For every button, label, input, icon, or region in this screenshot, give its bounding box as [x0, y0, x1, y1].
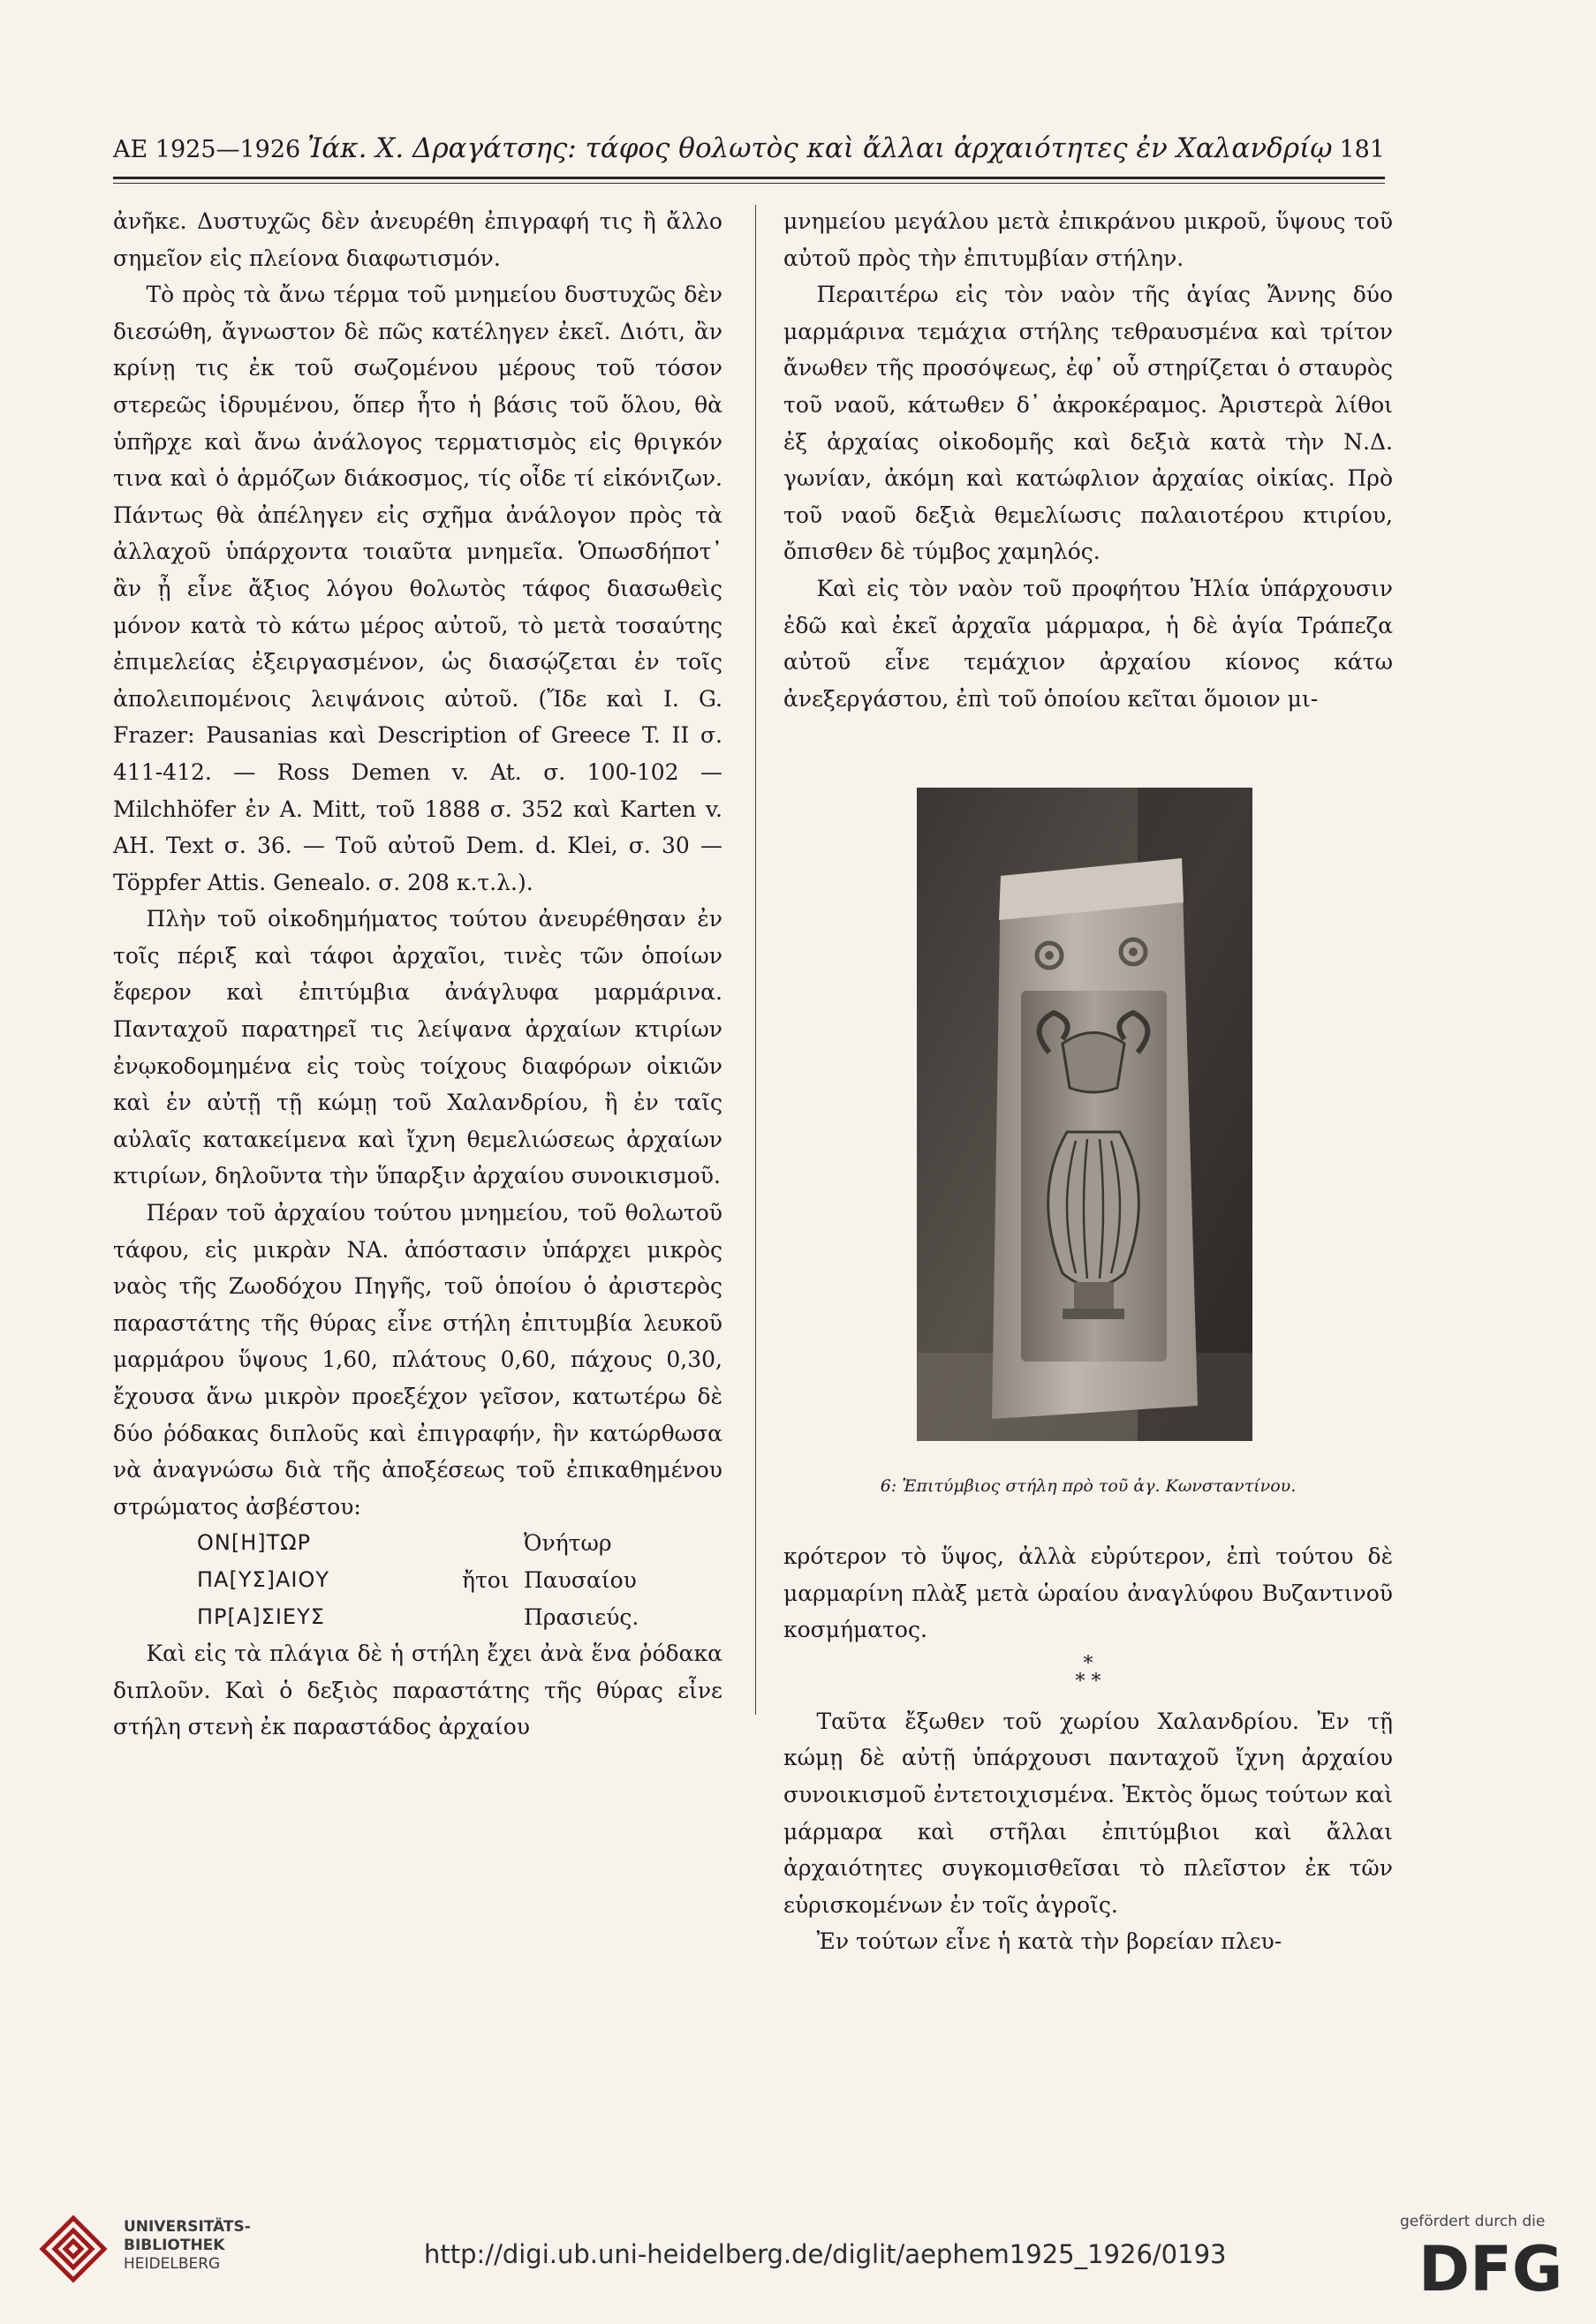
paragraph: Καὶ εἰς τὰ πλάγια δὲ ἡ στήλη ἔχει ἀνὰ ἕνα ῥόδακα διπλοῦν. Καὶ ὁ δεξιὸς παραστάτης τῆς θύρας εἶνε στήλη στενὴ ἐκ παραστάδος ἀρχαίου	[113, 1641, 722, 1740]
inscription-line	[197, 1525, 722, 1562]
paragraph: Καὶ εἰς τὸν ναὸν τοῦ προφήτου Ἠλία ὑπάρχουσιν ἐδῶ καὶ ἐκεῖ ἀρχαῖα μάρμαρα, ἡ δὲ ἁγία Τράπεζα αὐτοῦ εἶνε τεμάχιον ἀρχαίου κίονος κάτω ἀνεξεργάστου, ἐπὶ τοῦ ὁποίου κεῖται ὅμοιον μι-	[783, 575, 1393, 712]
paragraph: κρότερον τὸ ὕψος, ἀλλὰ εὐρύτερον, ἐπὶ τούτου δὲ μαρμαρίνη πλὰξ μετὰ ὡραίου ἀναγλύφου Βυζαντινοῦ κοσμήματος.	[783, 1543, 1393, 1643]
digitization-footer	[0, 2193, 1596, 2324]
running-title: Ἰάκ. Χ. Δραγάτσης: τάφος θολωτὸς καὶ ἄλλαι ἀρχαιότητες ἐν Χαλανδρίῳ	[307, 132, 1333, 164]
right-column-continued	[783, 1538, 1393, 1960]
inscription-connector	[462, 1599, 524, 1636]
asterism	[783, 1652, 1393, 1693]
bibliographic-references: (Ἴδε καὶ I. G. Frazer: Pausanias καὶ Description of Greece T. II σ. 411-412. — Ross Demen v. At. σ. 100-102 — Milchhöfer ἐν A. Mitt, τοῦ 1888 σ. 352 καὶ Karten v. AH. Text σ. 36. — Τοῦ αὐτοῦ Dem. d. Klei, σ. 30 — Töppfer Attis. Genealo. σ. 208 κ.τ.λ.).	[113, 685, 722, 895]
paragraph	[113, 276, 722, 901]
figure-caption: 6: Ἐπιτύμβιος στήλη πρὸ τοῦ ἁγ. Κωνσταντίνου.	[880, 1476, 1297, 1496]
page-number: 181	[1339, 136, 1385, 163]
left-column	[113, 203, 722, 1746]
paragraph: Περαιτέρω εἰς τὸν ναὸν τῆς ἁγίας Ἄννης δύο μαρμάρινα τεμάχια στήλης τεθραυσμένα καὶ τρίτον ἄνωθεν τῆς προσόψεως, ἐφ᾿ οὗ στηρίζεται ὁ σταυρὸς τοῦ ναοῦ, κάτωθεν δ᾿ ἀκροκέραμος. Ἀριστερὰ λίθοι ἐξ ἀρχαίας οἰκοδομῆς καὶ δεξιὰ κατὰ τὴν Ν.Δ. γωνίαν, ἀκόμη καὶ κατώφλιον ἀρχαίας οἰκίας. Πρὸ τοῦ ναοῦ δεξιὰ θεμελίωσις παλαιοτέρου κτιρίου, ὄπισθεν δὲ τύμβος χαμηλός.	[783, 282, 1393, 565]
inscription-connector	[462, 1525, 524, 1562]
column-divider	[755, 205, 756, 1715]
paragraph: ἀνῆκε. Δυστυχῶς δὲν ἀνευρέθη ἐπιγραφή τις ἢ ἄλλο σημεῖον εἰς πλείονα διαφωτισμόν.	[113, 208, 722, 271]
paragraph: Ἐν τούτων εἶνε ἡ κατὰ τὴν βορείαν πλευ-	[816, 1928, 1282, 1955]
library-name-line: BIBLIOTHEK	[124, 2237, 225, 2254]
header-rule-thin	[113, 183, 1385, 184]
right-column	[783, 203, 1393, 717]
asterism-bottom: * *	[1075, 1670, 1101, 1693]
sponsor-logo-text: DFG	[1418, 2239, 1563, 2296]
sponsor-label: gefördert durch die	[1400, 2213, 1546, 2230]
inscription-reading: Παυσαίου	[524, 1566, 637, 1593]
inscription-block	[113, 1525, 722, 1635]
library-city: HEIDELBERG	[124, 2255, 221, 2273]
inscription-text: ΟΝ[Η]ΤΩΡ	[197, 1530, 312, 1556]
inscription-text: ΠΑ[ΥΣ]ΑΙΟΥ	[197, 1566, 330, 1592]
library-name	[124, 2218, 251, 2274]
inscription-reading: Πρασιεύς.	[524, 1603, 639, 1630]
inscription-line	[197, 1562, 722, 1599]
stele-photograph	[917, 788, 1252, 1441]
asterism-top: *	[1083, 1652, 1093, 1675]
inscription-text: ΠΡ[Α]ΣΙΕΥΣ	[197, 1603, 325, 1629]
inscription-line	[197, 1599, 722, 1636]
inscription-connector: ἤτοι	[462, 1566, 510, 1593]
paragraph: μνημείου μεγάλου μετὰ ἐπικράνου μικροῦ, ὕψους τοῦ αὐτοῦ πρὸς τὴν ἐπιτυμβίαν στήλην.	[783, 208, 1393, 271]
paragraph-text: Τὸ πρὸς τὰ ἄνω τέρμα τοῦ μνημείου δυστυχῶς δὲν διεσώθη, ἄγνωστον δὲ πῶς κατέληγεν ἐκεῖ. Διότι, ἂν κρίνῃ τις ἐκ τοῦ σωζομένου μέρους τοῦ τόσον στερεῶς ἱδρυμένου, ὅπερ ἦτο ἡ βάσις τοῦ ὅλου, θὰ ὑπῆρχε καὶ ἄνω ἀνάλογος τερματισμὸς εἰς θριγκόν τινα καὶ ὁ ἁρμόζων διάκοσμος, τίς οἶδε τί εἰκόνιζων. Πάντως θὰ ἀπέληγεν εἰς σχῆμα ἀνάλογον πρὸς τὰ ἀλλαχοῦ ὑπάρχοντα τοιαῦτα μνημεῖα. Ὁπωσδήποτ᾿ ἂν ᾖ εἶνε ἄξιος λόγου θολωτὸς τάφος διασωθεὶς μόνον κατὰ τὸ κάτω μέρος αὐτοῦ, τὸ μετὰ τοσαύτης ἐπιμελείας ἐξειργασμένον, ὡς διασῴζεται ἐν τοῖς ἀπολειπομένοις λειψάνοις αὐτοῦ.	[113, 282, 722, 712]
paragraph: Πλὴν τοῦ οἰκοδημήματος τούτου ἀνευρέθησαν ἐν τοῖς πέριξ καὶ τάφοι ἀρχαῖοι, τινὲς τῶν ὁποίων ἔφερον καὶ ἐπιτύμβια ἀνάγλυφα μαρμάρινα. Πανταχοῦ παρατηρεῖ τις λείψανα ἀρχαίων κτιρίων ἐνῳκοδομημένα εἰς τοὺς τοίχους διαφόρων οἰκιῶν καὶ ἐν αὐτῇ τῇ κώμῃ τοῦ Χαλανδρίου, ἢ ἐν ταῖς αὐλαῖς κατακείμενα καὶ ἴχνη θεμελιώσεως ἀρχαίων κτιρίων, δηλοῦντα τὴν ὕπαρξιν ἀρχαίου συνοικισμοῦ.	[113, 906, 722, 1189]
paragraph: Ταῦτα ἔξωθεν τοῦ χωρίου Χαλανδρίου. Ἐν τῇ κώμῃ δὲ αὐτῇ ὑπάρχουσι πανταχοῦ ἴχνη ἀρχαίου συνοικισμοῦ ἐντετοιχισμένα. Ἐκτὸς ὅμως τούτων καὶ μάρμαρα καὶ στῆλαι ἐπιτύμβιοι καὶ ἄλλαι ἀρχαιότητες συγκομισθεῖσαι τὸ πλεῖστον ἐκ τῶν εὑρισκομένων ἐν τοῖς ἀγροῖς.	[783, 1708, 1393, 1918]
paragraph: Πέραν τοῦ ἀρχαίου τούτου μνημείου, τοῦ θολωτοῦ τάφου, εἰς μικρὰν ΝΑ. ἀπόστασιν ὑπάρχει μικρὸς ναὸς τῆς Ζωοδόχου Πηγῆς, τοῦ ὁποίου ὁ ἀριστερὸς παραστάτης τῆς θύρας εἶνε στήλη ἐπιτυμβία λευκοῦ μαρμάρου ὕψους 1,60, πλάτους 0,60, πάχους 0,30, ἔχουσα ἄνω μικρὸν προεξέχον γεῖσον, κατωτέρω δὲ δύο ῥόδακας διπλοῦς καὶ ἐπιγραφήν, ἣν κατώρθωσα νὰ ἀναγνώσω διὰ τῆς ἀποξέσεως τοῦ ἐπικαθημένου στρώματος ἀσβέστου:	[113, 1200, 722, 1520]
inscription-reading: Ὀνήτωρ	[524, 1530, 612, 1557]
library-logo-icon	[34, 2209, 113, 2289]
stele-illustration	[917, 788, 1252, 1441]
header-rule	[113, 177, 1385, 179]
dfg-logo-icon	[1418, 2239, 1573, 2296]
journal-volume: AE 1925—1926	[113, 136, 301, 163]
library-name-line: UNIVERSITÄTS-	[124, 2218, 251, 2236]
permalink-url[interactable]: http://digi.ub.uni-heidelberg.de/diglit/aephem1925_1926/0193	[424, 2239, 1227, 2269]
